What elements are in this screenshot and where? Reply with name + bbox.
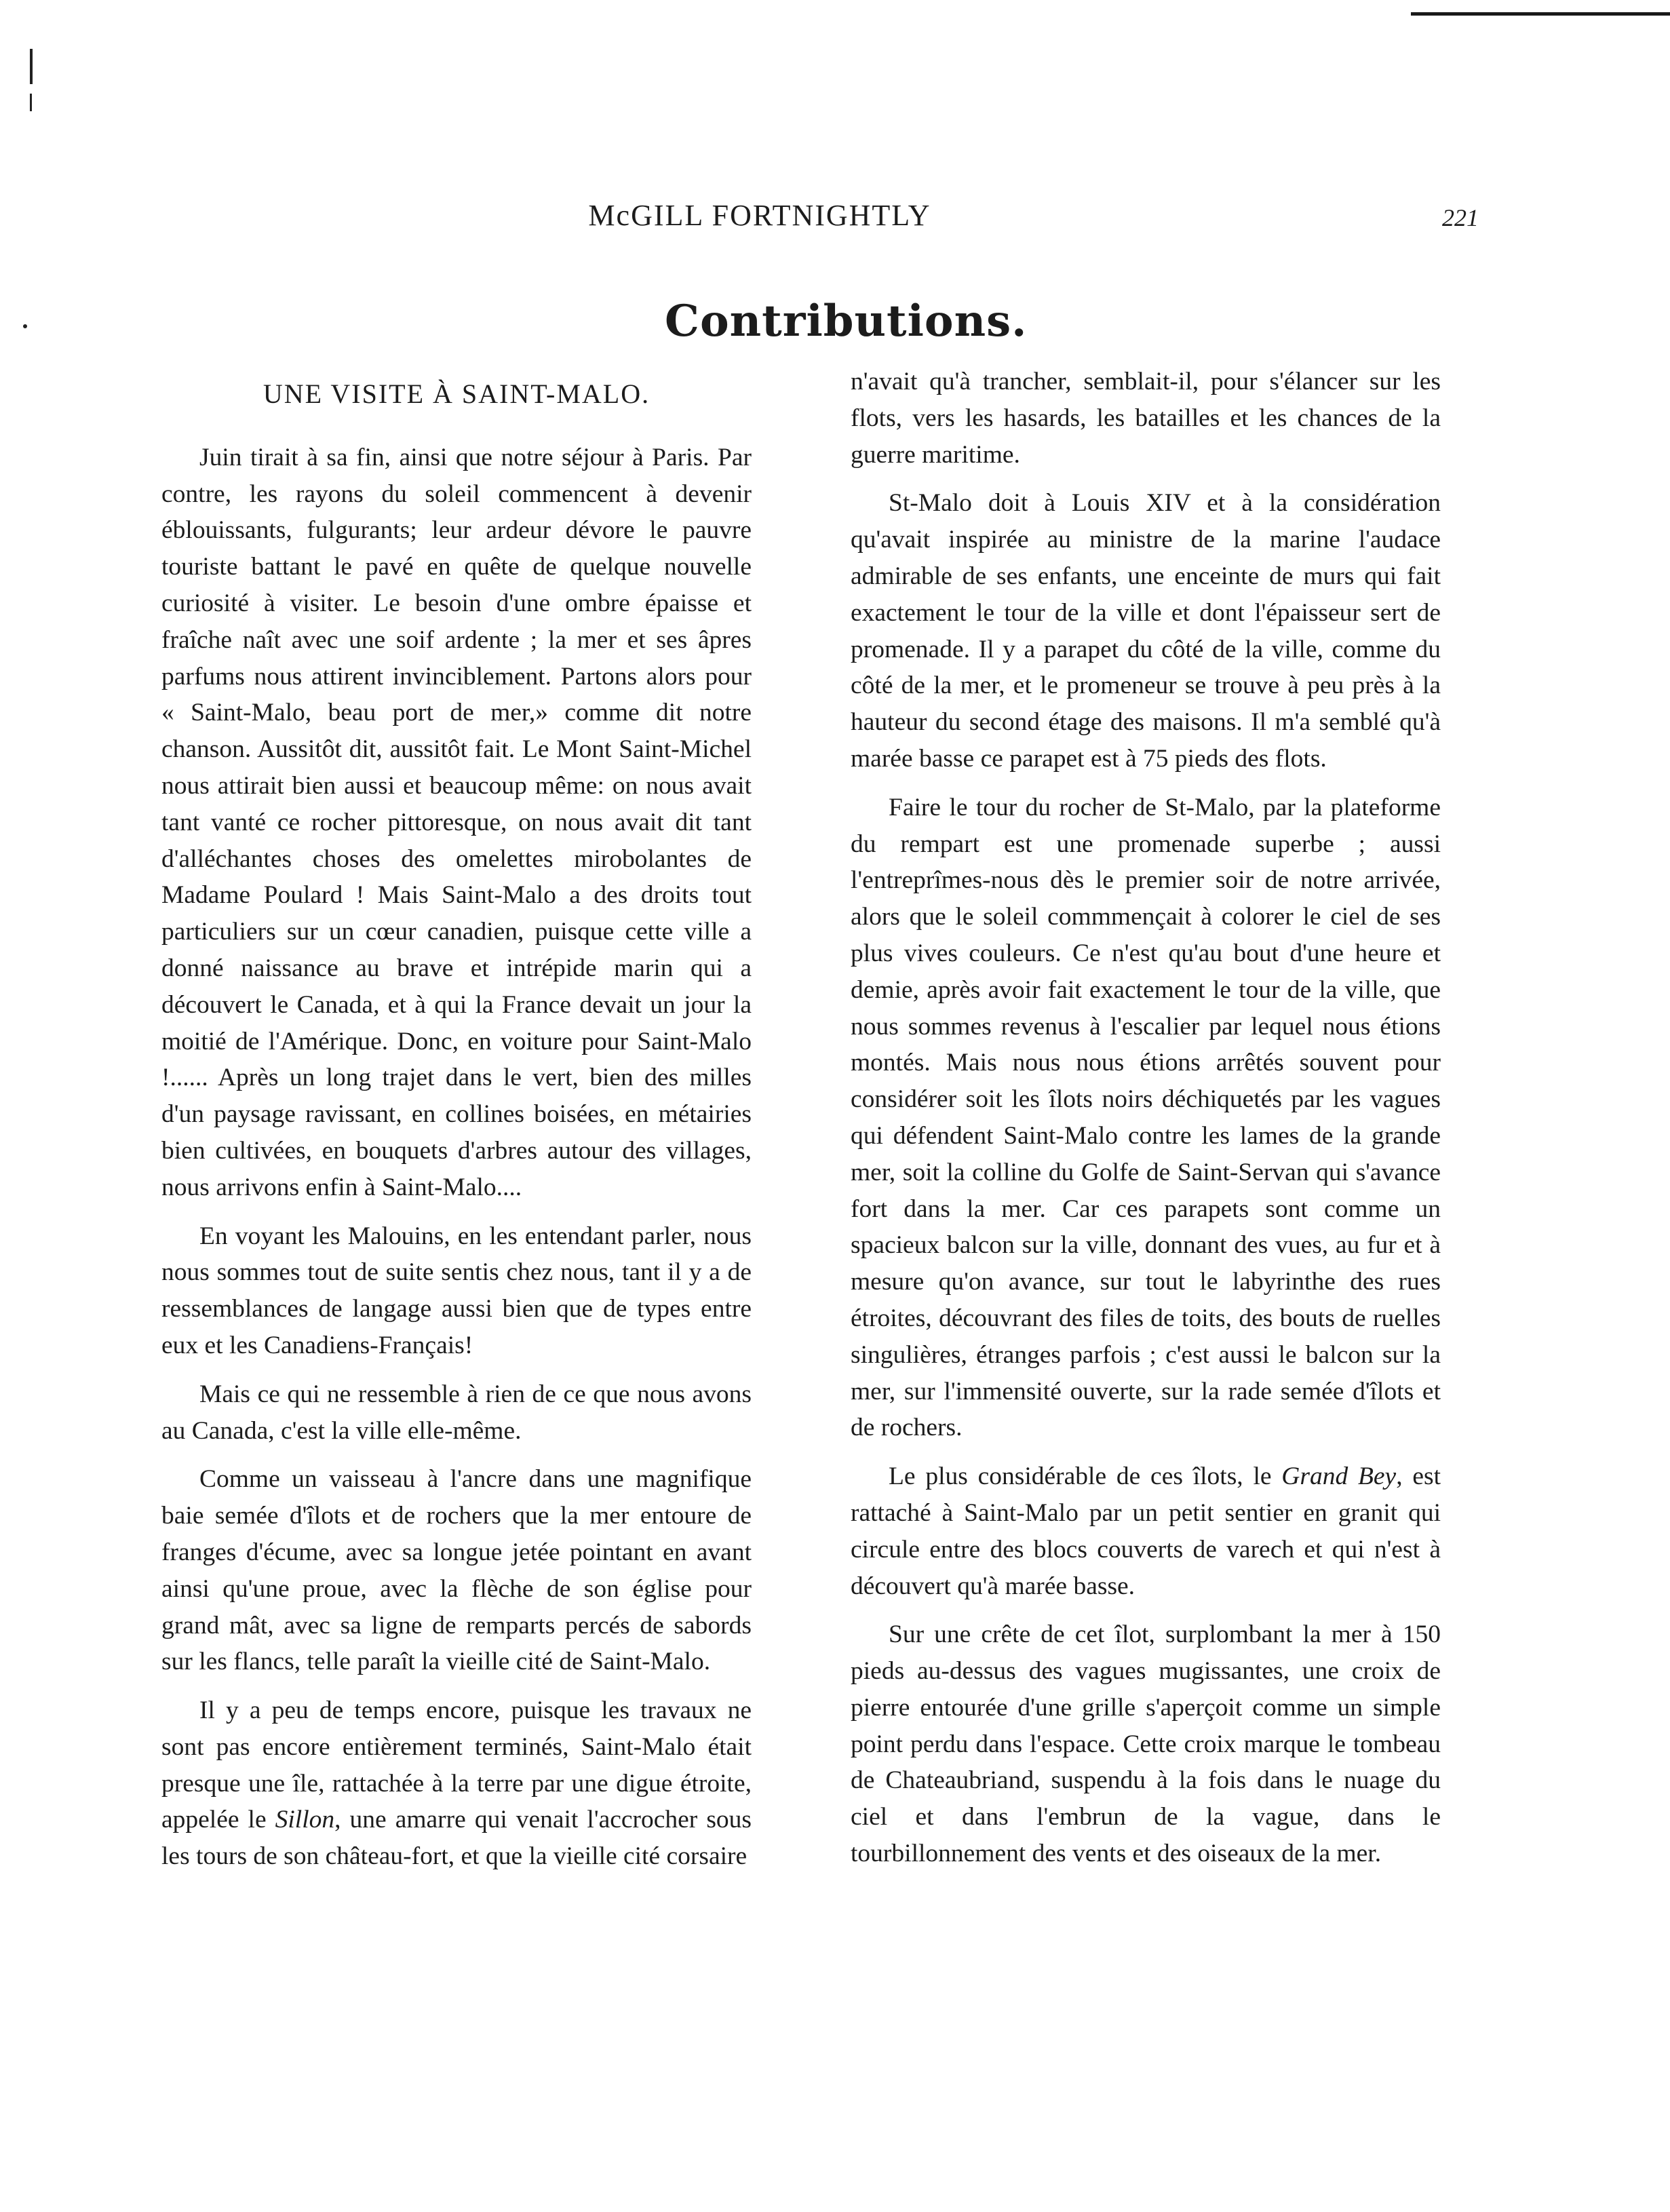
paragraph: Mais ce qui ne ressemble à rien de ce que nous avons au Canada, c'est la ville elle-même. (161, 1380, 752, 1445)
text-run: Il y a peu de temps encore, puisque les travaux ne sont pas encore entièrement terminés, Saint-Malo était presque une île, rattachée à la terre par une digue étroite, appelée le (161, 1696, 752, 1834)
paragraph-continued: n'avait qu'à trancher, semblait-il, pour s'élancer sur les flots, vers les hasards, les batailles et les chances de la guerre maritime. (851, 368, 1441, 469)
text-run: , est rattaché à Saint-Malo par un petit sentier en granit qui circule entre des blocs couverts de varech et qui n'est à découvert qu'à marée basse. (851, 1462, 1441, 1600)
scan-margin-mark (30, 94, 32, 111)
section-title: Contributions. (665, 296, 1028, 347)
article-heading: UNE VISITE À SAINT-MALO. (263, 379, 650, 409)
scan-margin-dot (23, 324, 27, 328)
paragraph (161, 1692, 752, 1875)
text-run: Le plus considérable de ces îlots, le (889, 1462, 1282, 1491)
scan-border-rule (1411, 12, 1670, 16)
paragraph: Comme un vaisseau à l'ancre dans une magnifique baie semée d'îlots et de rochers que la mer entoure de franges d'écume, avec sa longue jetée pointant en avant ainsi qu'une proue, avec la flèche de son église pour grand mât, avec sa ligne de remparts percés de sabords sur les flancs, telle paraît la vieille cité de Saint-Malo. (161, 1465, 752, 1676)
paragraph (851, 1458, 1441, 1604)
left-column (161, 366, 752, 1875)
page-number: 221 (1442, 204, 1479, 231)
paragraph: Faire le tour du rocher de St-Malo, par la plateforme du rempart est une promenade superbe ; aussi l'entreprîmes-nous dès le premier soir de notre arrivée, alors que le soleil commmençait à colorer le ciel de ses plus vives couleurs. Ce n'est qu'au bout d'une heure et demie, après avoir fait exactement le tour de la ville, que nous sommes revenus à l'escalier par lequel nous étions montés. Mais nous nous étions arrêtés souvent pour considérer soit les îlots noirs déchiquetés par les vagues qui défendent Saint-Malo contre les lames de la grande mer, soit la colline du Golfe de Saint-Servan qui s'avance fort dans la mer. Car ces parapets sont comme un spacieux balcon sur la ville, donnant des vues, au fur et à mesure qu'on avance, sur tout le labyrinthe des rues étroites, découvrant des files de toits, des bouts de ruelles singulières, étranges parfois ; c'est aussi le balcon sur la mer, sur l'immensité ouverte, sur la rade semée d'îlots et de rochers. (851, 793, 1441, 1442)
paragraph: Juin tirait à sa fin, ainsi que notre séjour à Paris. Par contre, les rayons du soleil commencent à devenir éblouissants, fulgurants; leur ardeur dévore le pauvre touriste battant le pavé en quête de quelque nouvelle curiosité à visiter. Le besoin d'une ombre épaisse et fraîche naît avec une soif ardente ; la mer et ses âpres parfums nous attirent invinciblement. Partons alors pour « Saint-Malo, beau port de mer,» comme dit notre chanson. Aussitôt dit, aussitôt fait. Le Mont Saint-Michel nous attirait bien aussi et beaucoup même: on nous avait tant vanté ce rocher pittoresque, on nous avait dit tant d'alléchantes choses des omelettes mirobolantes de Madame Poulard ! Mais Saint-Malo a des droits tout particuliers sur un cœur canadien, puisque cette ville a donné naissance au brave et intrépide marin qui a découvert le Canada, et à qui la France devait un jour la moitié de l'Amérique. Donc, en voiture pour Saint-Malo !...... Après un long trajet dans le vert, bien des milles d'un paysage ravissant, en collines boisées, en métairies bien cultivées, en bouquets d'arbres autour des villages, nous arrivons enfin à Saint-Malo.... (161, 443, 752, 1201)
italic-term: Grand Bey (1281, 1462, 1397, 1491)
paragraph: En voyant les Malouins, en les entendant parler, nous nous sommes tout de suite sentis chez nous, tant il y a de ressemblances de langage aussi bien que de types entre eux et les Canadiens-Français! (161, 1222, 752, 1359)
text-run: , une amarre qui venait l'accrocher sous les tours de son château-fort, et que la vieille cité corsaire (161, 1806, 752, 1871)
running-head: McGILL FORTNIGHTLY (588, 199, 931, 232)
paragraph: Sur une crête de cet îlot, surplombant la mer à 150 pieds au-dessus des vagues mugissantes, une croix de pierre entourée d'une grille s'aperçoit comme un simple point perdu dans l'espace. Cette croix marque le tombeau de Chateaubriand, suspendu à la fois dans le nuage du ciel et dans l'embrun de la vague, dans le tourbillonnement des vents et des oiseaux de la mer. (851, 1621, 1441, 1868)
right-column (851, 364, 1441, 1872)
paragraph: St-Malo doit à Louis XIV et à la considération qu'avait inspirée au ministre de la marine l'audace admirable de ses enfants, une enceinte de murs qui fait exactement le tour de la ville et dont l'épaisseur sert de promenade. Il y a parapet du côté de la ville, comme du côté de la mer, et le promeneur se trouve à peu près à la hauteur du second étage des maisons. Il m'a semblé qu'à marée basse ce parapet est à 75 pieds des flots. (851, 489, 1441, 773)
italic-term: Sillon (275, 1806, 335, 1834)
scan-margin-mark (30, 49, 33, 84)
